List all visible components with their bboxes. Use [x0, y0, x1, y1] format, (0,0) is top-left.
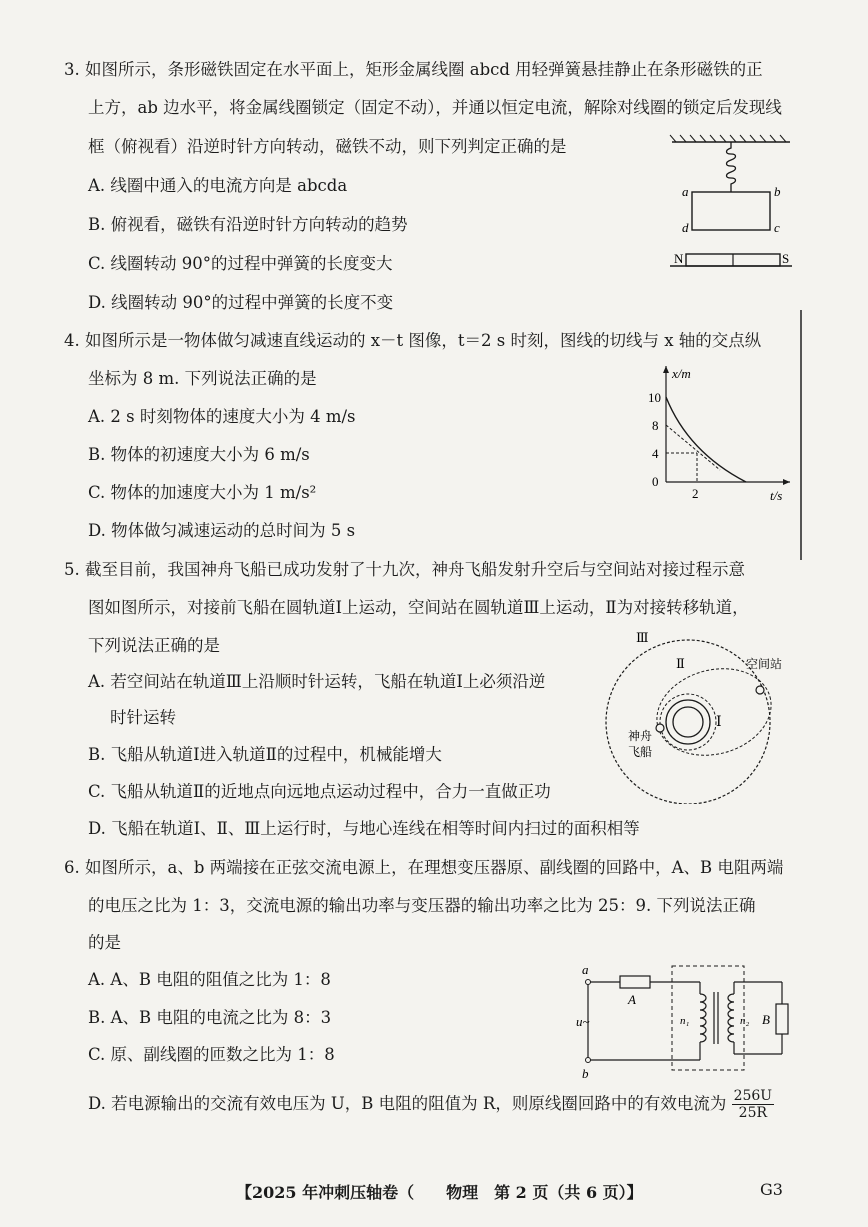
q4-option-a: A. 2 s 时刻物体的速度大小为 4 m/s	[88, 407, 356, 426]
footer-title: 【2025 年冲刺压轴卷（ 物理 第 2 页（共 6 页）】	[236, 1183, 643, 1202]
q5-line-3: 下列说法正确的是	[88, 636, 220, 655]
q6-label-resistor-a: A	[628, 992, 636, 1007]
q4-option-c: C. 物体的加速度大小为 1 m/s²	[88, 483, 317, 502]
q5-label-orbit-1: Ⅰ	[716, 715, 722, 730]
q4-line-1: 4. 如图所示是一物体做匀减速直线运动的 x－t 图像，t＝2 s 时刻，图线的切线与 x 轴的交点纵	[64, 331, 762, 350]
q5-option-d: D. 飞船在轨道Ⅰ、Ⅱ、Ⅲ上运行时，与地心连线在相等时间内扫过的面积相等	[88, 819, 640, 838]
q6-label-a: a	[582, 962, 589, 977]
q3-label-a: a	[682, 184, 689, 199]
q4-tick-8: 8	[652, 418, 659, 433]
q5-label-ship-2: 飞船	[628, 745, 653, 759]
q3-label-s: S	[782, 251, 790, 266]
q4-line-2: 坐标为 8 m. 下列说法正确的是	[88, 369, 317, 388]
q5-option-a: A. 若空间站在轨道Ⅲ上沿顺时针运转，飞船在轨道Ⅰ上必须沿逆	[88, 672, 546, 691]
q6-line-3: 的是	[88, 933, 121, 952]
q4-option-b: B. 物体的初速度大小为 6 m/s	[88, 445, 310, 464]
q6-option-d	[88, 1088, 774, 1121]
q5-label-orbit-3: Ⅲ	[636, 630, 649, 645]
q6-fraction-denominator: 25R	[738, 1105, 768, 1121]
q6-fraction-numerator: 256U	[733, 1088, 773, 1104]
q4-tick-10: 10	[648, 390, 661, 405]
q3-option-b: B. 俯视看，磁铁有沿逆时针方向转动的趋势	[88, 215, 408, 234]
q6-figure-transformer-circuit	[574, 960, 804, 1084]
q3-line-1: 3. 如图所示，条形磁铁固定在水平面上，矩形金属线圈 abcd 用轻弹簧悬挂静止在条形磁铁的正	[64, 60, 763, 79]
q6-label-resistor-b: B	[762, 1012, 770, 1027]
q6-option-b: B. A、B 电阻的电流之比为 8：3	[88, 1008, 332, 1027]
q3-label-d: d	[682, 220, 689, 235]
q5-option-b: B. 飞船从轨道Ⅰ进入轨道Ⅱ的过程中，机械能增大	[88, 745, 442, 764]
q5-label-station: 空间站	[746, 657, 783, 671]
q6-option-d-text: D. 若电源输出的交流有效电压为 U，B 电阻的阻值为 R，则原线圈回路中的有效电流为	[88, 1094, 727, 1113]
q5-label-orbit-2: Ⅱ	[676, 656, 685, 671]
q4-y-axis-label: x/m	[672, 366, 691, 381]
margin-binding-line	[800, 310, 802, 560]
q5-figure-orbits	[598, 624, 798, 808]
q5-option-a-cont: 时针运转	[110, 708, 176, 727]
q6-option-c: C. 原、副线圈的匝数之比为 1：8	[88, 1045, 335, 1064]
q3-option-a: A. 线圈中通入的电流方向是 abcda	[88, 176, 348, 195]
q3-option-d: D. 线圈转动 90°的过程中弹簧的长度不变	[88, 293, 394, 312]
q3-line-3: 框（俯视看）沿逆时针方向转动，磁铁不动，则下列判定正确的是	[88, 137, 567, 156]
q6-label-n2: n₂	[740, 1015, 750, 1027]
q5-label-ship-1: 神舟	[628, 729, 653, 743]
q3-label-b: b	[774, 184, 781, 199]
q6-label-b: b	[582, 1066, 589, 1080]
q3-label-n: N	[674, 251, 684, 266]
q4-tick-4: 4	[652, 446, 659, 461]
q3-line-2: 上方，ab 边水平，将金属线圈锁定（固定不动），并通以恒定电流，解除对线圈的锁定后发现线	[88, 98, 782, 117]
q6-label-u: u~	[576, 1014, 590, 1029]
q6-line-1: 6. 如图所示，a、b 两端接在正弦交流电源上，在理想变压器原、副线圈的回路中，A、B 电阻两端	[64, 858, 784, 877]
q5-line-1: 5. 截至目前，我国神舟飞船已成功发射了十九次，神舟飞船发射升空后与空间站对接过程示意	[64, 560, 745, 579]
footer-code: G3	[760, 1180, 783, 1199]
q4-tick-2: 2	[692, 486, 699, 501]
q6-option-d-fraction	[732, 1088, 775, 1121]
q4-x-axis-label: t/s	[770, 488, 783, 503]
q4-option-d: D. 物体做匀减速运动的总时间为 5 s	[88, 521, 356, 540]
page-footer	[0, 1180, 868, 1210]
q6-option-a: A. A、B 电阻的阻值之比为 1：8	[88, 970, 331, 989]
q4-figure-xt-graph	[640, 360, 800, 514]
q3-option-c: C. 线圈转动 90°的过程中弹簧的长度变大	[88, 254, 393, 273]
q5-option-c: C. 飞船从轨道Ⅱ的近地点向远地点运动过程中，合力一直做正功	[88, 782, 551, 801]
q5-line-2: 图如图所示，对接前飞船在圆轨道Ⅰ上运动，空间站在圆轨道Ⅲ上运动，Ⅱ为对接转移轨道，	[88, 598, 749, 617]
q3-figure-magnet-coil	[666, 132, 796, 281]
q4-tick-0: 0	[652, 474, 659, 489]
q6-line-2: 的电压之比为 1：3，交流电源的输出功率与变压器的输出功率之比为 25：9. 下列说法正确	[88, 896, 756, 915]
q6-label-n1: n₁	[680, 1015, 690, 1027]
q3-label-c: c	[774, 220, 780, 235]
